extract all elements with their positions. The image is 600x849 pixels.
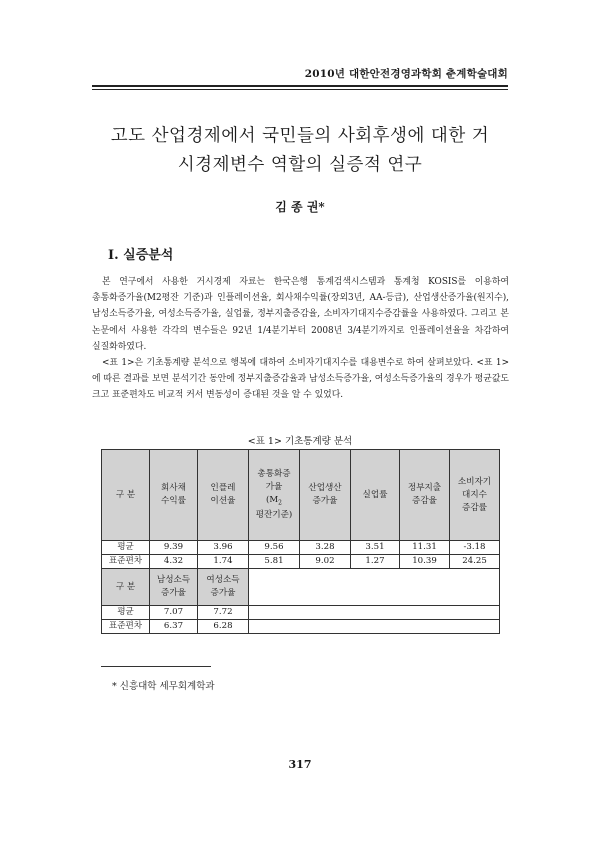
- page-number: 317: [288, 758, 312, 771]
- column-header: 남성소득 증가율: [150, 569, 198, 606]
- column-header: 소비자기 대지수 증감률: [450, 450, 500, 541]
- row-label: 표준편차: [102, 555, 150, 569]
- table-caption: <표 1> 기초통계량 분석: [247, 436, 353, 447]
- running-header: 2010년 대한안전경영과학회 춘계학술대회: [304, 68, 508, 80]
- table-cell: 1.74: [198, 555, 249, 569]
- table-cell: 6.37: [150, 620, 198, 634]
- table-cell: 4.32: [150, 555, 198, 569]
- footnote: * 신흥대학 세무회계학과: [112, 681, 215, 692]
- paragraph: 본 연구에서 사용한 거시경제 자료는 한국은행 통계검색시스템과 통계청 KOSIS를 이용하여 총통화증가율(M2평잔 기준)과 인플레이션율, 회사채수익률(장외3년, AA-등급), 산업생산증가율(원지수), 남성소득증가율, 여성소득증가율, 실업률, 정부지출증감율, 소비자기대지수증감률을 사용하였다. 그리고 본 논문에서 사용한 각각의 변수들은 92년 1/4분기부터 2008년 3/4분기까지로 인플레이션율을 차감하여 실질화하였다.: [92, 277, 509, 352]
- stats-table: [101, 449, 500, 634]
- table-cell: 3.28: [300, 541, 351, 555]
- row-label: 평균: [102, 541, 150, 555]
- empty-cell: [249, 569, 500, 606]
- table-cell: 3.51: [351, 541, 400, 555]
- column-header: 여성소득 증가율: [198, 569, 249, 606]
- table-row: [102, 555, 500, 569]
- empty-cell: [249, 606, 500, 620]
- header-rule: [92, 85, 508, 87]
- table-cell: 9.56: [249, 541, 300, 555]
- body-text: [92, 274, 509, 404]
- table-cell: 1.27: [351, 555, 400, 569]
- table-row: [102, 541, 500, 555]
- table-cell: 24.25: [450, 555, 500, 569]
- table-cell: 7.07: [150, 606, 198, 620]
- table-cell: 10.39: [400, 555, 450, 569]
- column-header: 회사채 수익률: [150, 450, 198, 541]
- section-heading: Ⅰ. 실증분석: [108, 248, 174, 263]
- paragraph: <표 1>은 기초통계량 분석으로 행복에 대하여 소비자기대지수를 대용변수로 하여 살펴보았다. <표 1>에 따른 결과를 보면 분석기간 동안에 정부지출증감율과 남성소득증가율, 여성소득증가율의 경우가 평균값도 크고 표준편차도 비교적 커서 변동성이 증대된 것을 알 수 있었다.: [92, 358, 509, 401]
- table-corner-cell: 구 분: [102, 569, 150, 606]
- row-label: 평균: [102, 606, 150, 620]
- paper-title: [92, 122, 508, 180]
- table-cell: 9.39: [150, 541, 198, 555]
- author: 김 종 권*: [275, 200, 325, 214]
- table-cell: 9.02: [300, 555, 351, 569]
- table-cell: 5.81: [249, 555, 300, 569]
- table-corner-cell: 구 분: [102, 450, 150, 541]
- table-row: [102, 606, 500, 620]
- row-label: 표준편차: [102, 620, 150, 634]
- column-header: 인플레 이션율: [198, 450, 249, 541]
- table-row: [102, 620, 500, 634]
- title-line-2: 시경제변수 역할의 실증적 연구: [177, 155, 423, 175]
- column-header: 산업생산 증가율: [300, 450, 351, 541]
- table-cell: 6.28: [198, 620, 249, 634]
- table-cell: -3.18: [450, 541, 500, 555]
- table-cell: 11.31: [400, 541, 450, 555]
- table-cell: 7.72: [198, 606, 249, 620]
- footnote-rule: [101, 666, 211, 667]
- empty-cell: [249, 620, 500, 634]
- column-header: 실업률: [351, 450, 400, 541]
- column-header: 총통화증 가율 ($M_2$ 평잔기준): [249, 450, 300, 541]
- header-rule-thin: [92, 89, 508, 90]
- title-line-1: 고도 산업경제에서 국민들의 사회후생에 대한 거: [110, 126, 490, 146]
- table-cell: 3.96: [198, 541, 249, 555]
- column-header: 정부지출 증감율: [400, 450, 450, 541]
